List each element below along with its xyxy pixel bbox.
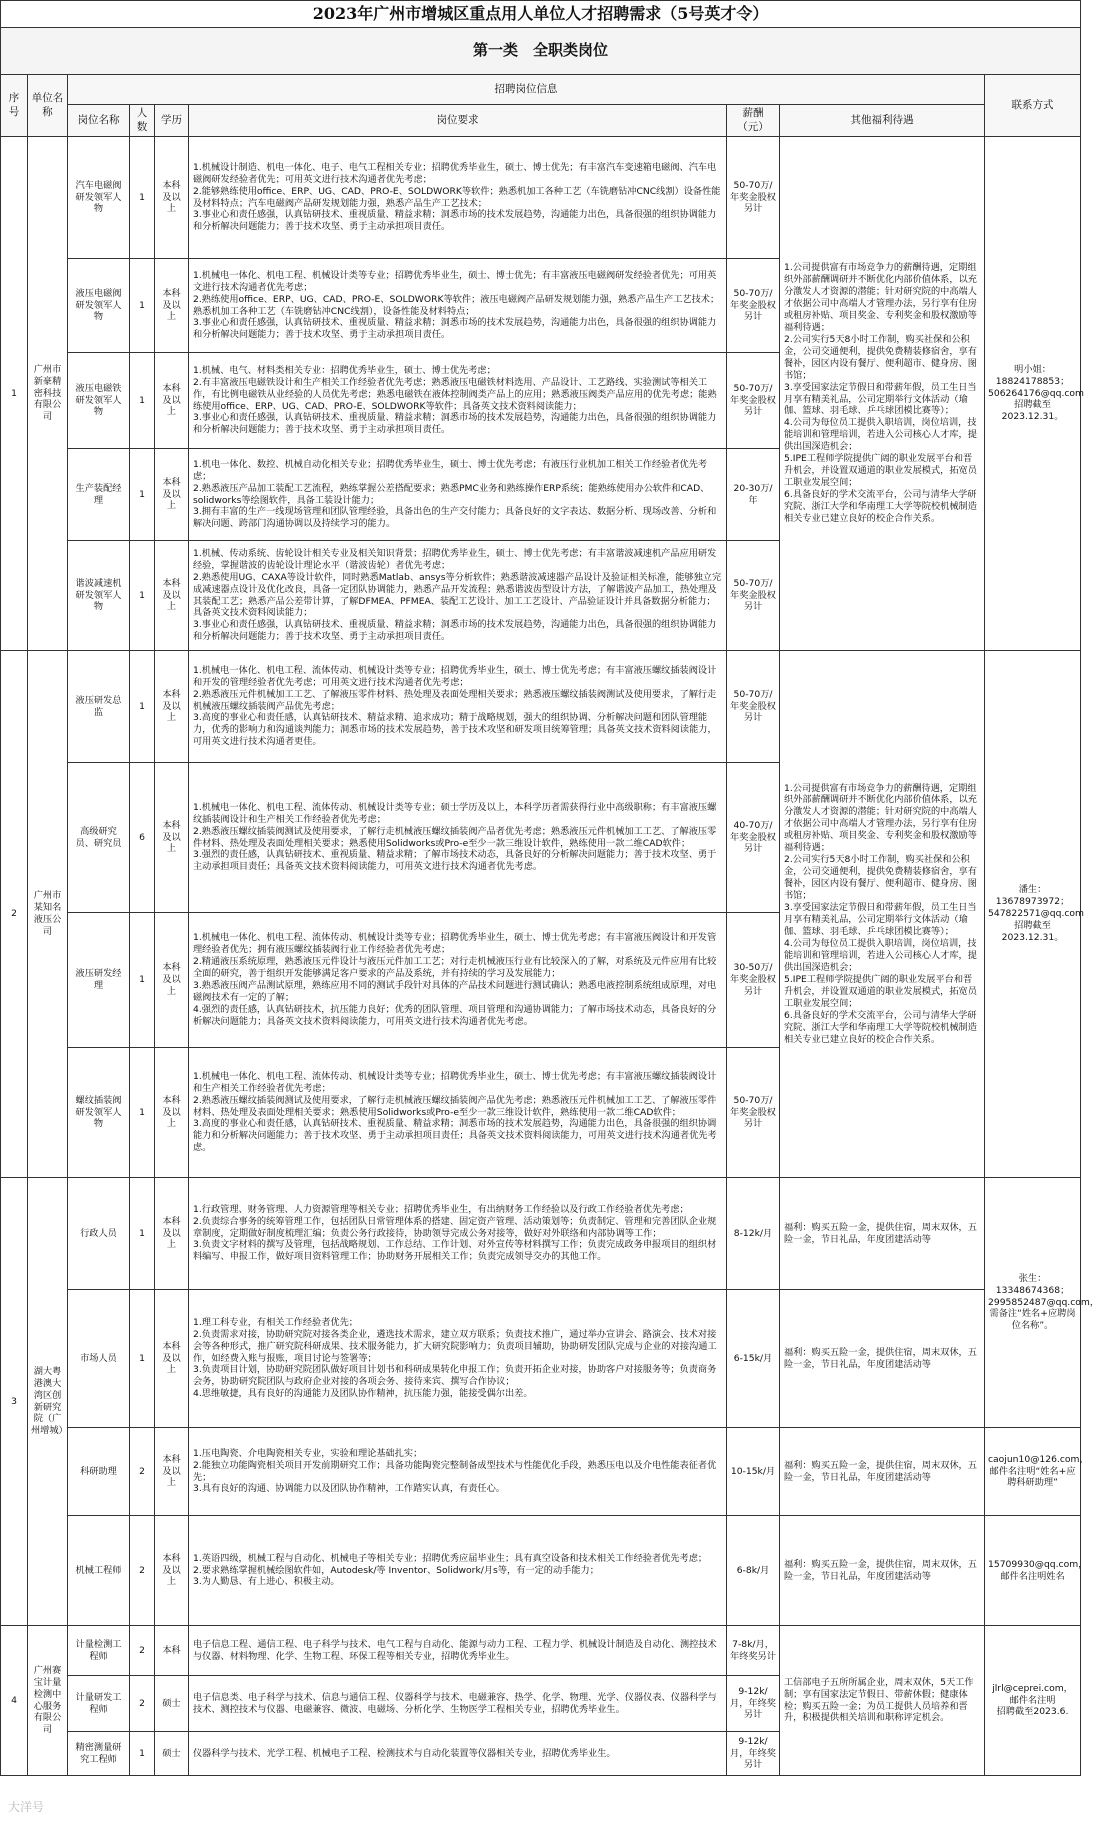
post-requirements: 1.机械电一体化、机电工程、流体传动、机械设计类等专业；硕士学历及以上，本科学历者需获得行业中高级职称；有丰富液压螺纹插装阀设计和生产相关工作经验者优先考虑； 2.熟悉液压螺纹插装阀测试及使用要求，了解行走机械液压螺纹插装阀产品者优先考虑；熟悉液压元件机械加工工艺、了解液压零件材料、热处理及表面处理相关要求；熟悉使用Solidworks或Pro-e至少一款三维设计软件，熟练使用一款二维CAD软件； 3.强烈的责任感，认真钻研技术、重视质量、精益求精；了解市场技术动态，具备良好的分析解决问题能力；善于技术攻坚、勇于主动承担项目责任；具备英文技术资料阅读能力，可用英文进行技术沟通者优先考虑。 bbox=[189, 763, 727, 913]
header-unit: 单位名称 bbox=[28, 75, 68, 137]
post-education: 本科及以上 bbox=[155, 353, 189, 449]
post-name: 科研助理 bbox=[68, 1428, 130, 1516]
post-name: 计量研发工程师 bbox=[68, 1676, 130, 1732]
post-education: 本科及以上 bbox=[155, 137, 189, 259]
contact-info: 张生： 13348674368； 2995852487@qq.com，需备注“姓名+应聘岗位名称”。 bbox=[985, 1178, 1081, 1428]
contact-info: 潘生： 13678973972； 547822571@qq.com 招聘截至 2023.12.31。 bbox=[985, 651, 1081, 1178]
post-count: 1 bbox=[130, 1178, 155, 1290]
header-post: 岗位名称 bbox=[68, 105, 130, 137]
page-title: 2023年广州市增城区重点用人单位人才招聘需求（5号英才令） bbox=[1, 1, 1081, 28]
table-row bbox=[1, 1290, 1081, 1428]
watermark-logo: 大洋号 bbox=[8, 1800, 45, 1814]
post-salary: 50-70万/年奖金股权另计 bbox=[727, 541, 780, 651]
welfare-text: 福利：购买五险一金，提供住宿，周末双休，五险一金，节日礼品，年度团建活动等 bbox=[780, 1516, 985, 1626]
post-count: 2 bbox=[130, 1676, 155, 1732]
post-salary: 20-30万/年 bbox=[727, 449, 780, 541]
welfare-text: 福利：购买五险一金，提供住宿，周末双休，五险一金，节日礼品，年度团建活动等 bbox=[780, 1290, 985, 1428]
header-req: 岗位要求 bbox=[189, 105, 727, 137]
post-count: 1 bbox=[130, 1732, 155, 1776]
post-salary: 50-70万/年奖金股权另计 bbox=[727, 259, 780, 353]
contact-info: 15709930@qq.com，邮件名注明姓名 bbox=[985, 1516, 1081, 1626]
post-salary: 6-8k/月 bbox=[727, 1516, 780, 1626]
post-education: 本科及以上 bbox=[155, 541, 189, 651]
post-requirements: 电子信息工程、通信工程、电子科学与技术、电气工程与自动化、能源与动力工程、工程力学、机械设计制造及自动化、测控技术与仪器、材料物理、化学、生物工程、环保工程等相关专业，招聘优秀毕业生。 bbox=[189, 1626, 727, 1676]
post-education: 本科及以上 bbox=[155, 1428, 189, 1516]
post-salary: 40-70万/年奖金股权另计 bbox=[727, 763, 780, 913]
post-name: 液压电磁阀研发领军人物 bbox=[68, 259, 130, 353]
post-salary: 50-70万/年奖金股权另计 bbox=[727, 137, 780, 259]
table-row bbox=[1, 1516, 1081, 1626]
post-name: 机械工程师 bbox=[68, 1516, 130, 1626]
table-row bbox=[1, 1178, 1081, 1290]
post-requirements: 1.机械电一体化、机电工程、机械设计类等专业；招聘优秀毕业生，硕士、博士优先；有丰富液压电磁阀研发经验者优先；可用英文进行技术沟通者优先考虑； 2.熟练使用office、ERP、UG、CAD、PRO-E、SOLDWORK等软件；液压电磁阀产品研发规划能力强，熟悉产品生产工艺技术；熟悉机加工各种工艺（车铣磨钻冲CNC线割），设备性能及材料特点； 3.事业心和责任感强，认真钻研技术、重视质量、精益求精；洞悉市场的技术发展趋势，沟通能力出色，具备很强的组织协调能力和分析解决问题能力；善于技术攻坚、勇于主动承担项目责任。 bbox=[189, 259, 727, 353]
post-salary: 8-12k/月 bbox=[727, 1178, 780, 1290]
header-info: 招聘岗位信息 bbox=[68, 75, 985, 105]
post-count: 2 bbox=[130, 1428, 155, 1516]
post-salary: 50-70万/年奖金股权另计 bbox=[727, 1048, 780, 1178]
table-row bbox=[1, 1626, 1081, 1676]
row-seq: 3 bbox=[1, 1178, 28, 1626]
post-name: 液压电磁铁研发领军人物 bbox=[68, 353, 130, 449]
header-edu: 学历 bbox=[155, 105, 189, 137]
post-requirements: 仪器科学与技术、光学工程、机械电子工程、检测技术与自动化装置等仪器相关专业，招聘优秀毕业生。 bbox=[189, 1732, 727, 1776]
post-education: 本科及以上 bbox=[155, 1178, 189, 1290]
header-contact: 联系方式 bbox=[985, 75, 1081, 137]
post-salary: 6-15k/月 bbox=[727, 1290, 780, 1428]
post-requirements: 1.机械、传动系统、齿轮设计相关专业及相关知识背景；招聘优秀毕业生，硕士、博士优先考虑；有丰富谐波减速机产品应用研发经验，掌握谐波的齿轮设计理论水平（谐波齿轮）者优先考虑； 2.熟悉使用UG、CAXA等设计软件，同时熟悉Matlab、ansys等分析软件；熟悉谐波减速器产品设计及验证相关标准，能够独立完成减速器点设计及优化改良，具备一定团队协调能力，熟悉产品开发流程；熟悉谐波齿型设计方法，了解谐波产品加工，热处理及其装配工艺；熟悉产品公差带计算，了解DFMEA、PFMEA、装配工艺设计、加工工艺设计、产品验证设计并具备数据分析能力；具备英文技术资料阅读能力； 3.事业心和责任感强，认真钻研技术、重视质量、精益求精；洞悉市场的技术发展趋势，沟通能力出色，具备很强的组织协调能力和分析解决问题能力；善于技术攻坚、勇于主动承担项目责任。 bbox=[189, 541, 727, 651]
contact-info: caojun10@126.com，邮件名注明“姓名+应聘科研助理” bbox=[985, 1428, 1081, 1516]
post-requirements: 1.理工科专业，有相关工作经验者优先； 2.负责需求对接，协助研究院对接各类企业，遴选技术需求，建立双方联系；负责技术推广，通过举办宣讲会、路演会、技术对接会等各种形式，推广研究院科研成果、技术服务能力，扩大研究院影响力；负责项目辅助，协助研发团队完成与企业的对接沟通工作，如经费入账与报账，项目讨论与签署等； 3.负责项目计划，协助研究院团队做好项目计划书和科研成果转化申报工作；负责开拓企业对接，协助客户对接服务等；负责商务会务，协助研究院团队与政府企业对接的各项会务、接待来宾、撰写合作协议； 4.思维敏捷，具有良好的沟通能力及团队协作精神，抗压能力强，能接受偶尔出差。 bbox=[189, 1290, 727, 1428]
header-salary: 薪酬（元） bbox=[727, 105, 780, 137]
post-name: 液压研发经理 bbox=[68, 913, 130, 1048]
row-seq: 1 bbox=[1, 137, 28, 651]
post-education: 硕士 bbox=[155, 1676, 189, 1732]
post-requirements: 1.机电一体化、数控、机械自动化相关专业；招聘优秀毕业生，硕士、博士优先考虑；有液压行业机加工相关工作经验者优先考虑； 2.熟悉液压产品加工装配工艺流程，熟练掌握公差搭配要求；熟悉PMC业务和熟练操作ERP系统；能熟练使用办公软件和CAD、solidworks等绘图软件，具备工装设计能力； 3.拥有丰富的生产一线现场管理和团队管理经验，具备出色的生产交付能力；具备良好的文字表达、数据分析、现场改善、分析和解决问题、跨部门沟通协调以及持续学习的能力。 bbox=[189, 449, 727, 541]
post-requirements: 1.机械、电气、材料类相关专业：招聘优秀毕业生，硕士、博士优先考虑； 2.有丰富液压电磁铁设计和生产相关工作经验者优先考虑；熟悉液压电磁铁材料选用、产品设计、工艺路线、实验测试等相关工作，有比例电磁铁从业经验的人员优先考虑；熟悉电磁铁在液体控制阀类产品上的应用；熟悉液压阀类产品应用的优先考虑；能熟练使用office、ERP、UG、CAD、PRO-E、SOLDWORK等软件；具备英文技术资料阅读能力； 3.事业心和责任感强，认真钻研技术、重视质量、精益求精；洞悉市场的技术发展趋势，沟通能力出色，具备很强的组织协调能力和分析解决问题能力；善于技术攻坚、勇于主动承担项目责任。 bbox=[189, 353, 727, 449]
table-row bbox=[1, 651, 1081, 763]
post-count: 1 bbox=[130, 1048, 155, 1178]
post-requirements: 1.压电陶瓷、介电陶瓷相关专业，实验和理论基础扎实； 2.能独立功能陶瓷相关项目开发前期研究工作；具备功能陶瓷完整制备成型技术与性能优化手段，熟悉压电以及介电性能表征者优先； 3.具有良好的沟通、协调能力以及团队协作精神，工作踏实认真，有责任心。 bbox=[189, 1428, 727, 1516]
post-count: 1 bbox=[130, 259, 155, 353]
post-education: 本科及以上 bbox=[155, 763, 189, 913]
table-row bbox=[1, 137, 1081, 259]
post-name: 计量检测工程师 bbox=[68, 1626, 130, 1676]
post-count: 1 bbox=[130, 1290, 155, 1428]
post-count: 1 bbox=[130, 913, 155, 1048]
contact-info: 明小姐： 18824178853； 506264176@qq.com 招聘截至 2023.12.31。 bbox=[985, 137, 1081, 651]
company-name: 广州赛宝计量检测中心服务有限公司 bbox=[28, 1626, 68, 1776]
post-name: 行政人员 bbox=[68, 1178, 130, 1290]
welfare-text: 1.公司提供富有市场竞争力的薪酬待遇，定期组织外部薪酬调研并不断优化内部价值体系，以充分激发人才资源的潜能；针对研究院的中高端人才依据公司中高端人才管理办法，另行享有住房或租房补贴、项目奖金、专利奖金和股权激励等福利待遇； 2.公司实行5天8小时工作制，购买社保和公积金，公司交通便利，提供免费精装修宿舍，享有餐补，园区内设有餐厅、便利超市、健身房、图书馆； 3.享受国家法定节假日和带薪年假，员工生日当月享有精美礼品，公司定期举行文体活动（瑜伽、篮球、羽毛球、乒乓球团模比赛等）； 4.公司为每位员工提供入职培训，岗位培训，技能培训和管理培训，若进入公司核心人才库，提供出国深造机会； 5.IPE工程师学院提供广阔的职业发展平台和晋升机会，并设置双通道的职业发展模式，拓宽员工职业发展空间； 6.具备良好的学术交流平台，公司与清华大学研究院、浙江大学和华南理工大学等院校机械制造相关专业已建立良好的校企合作关系。 bbox=[780, 137, 985, 651]
header-count: 人数 bbox=[130, 105, 155, 137]
post-education: 本科及以上 bbox=[155, 449, 189, 541]
welfare-text: 1.公司提供富有市场竞争力的薪酬待遇，定期组织外部薪酬调研并不断优化内部价值体系，以充分激发人才资源的潜能；针对研究院的中高端人才依据公司中高端人才管理办法，另行享有住房或租房补贴、项目奖金、专利奖金和股权激励等福利待遇； 2.公司实行5天8小时工作制，购买社保和公积金，公司交通便利，提供免费精装修宿舍，享有餐补，园区内设有餐厅、便利超市、健身房、图书馆； 3.享受国家法定节假日和带薪年假，员工生日当月享有精美礼品，公司定期举行文体活动（瑜伽、篮球、羽毛球、乒乓球团模比赛等）； 4.公司为每位员工提供入职培训，岗位培训，技能培训和管理培训，若进入公司核心人才库，提供出国深造机会； 5.IPE工程师学院提供广阔的职业发展平台和晋升机会，并设置双通道的职业发展模式，拓宽员工职业发展空间； 6.具备良好的学术交流平台，公司与清华大学研究院、浙江大学和华南理工大学等院校机械制造相关专业已建立良好的校企合作关系。 bbox=[780, 651, 985, 1178]
header-welfare: 其他福利待遇 bbox=[780, 105, 985, 137]
post-requirements: 1.行政管理、财务管理、人力资源管理等相关专业；招聘优秀毕业生，有出纳财务工作经验以及行政工作经验者优先考虑； 2.负责综合事务的统筹管理工作，包括团队日常管理体系的搭建、固定资产管理、活动策划等；负责制定、管理和完善团队企业规章制度，定期做好制度梳理汇编；负责公务行政接待，协助领导完成公务对接等，做好对外联络和内部协调等工作； 3.负责文字材料的撰写及管理，包括战略规划、工作总结、工作计划、对外宣传等材料撰写工作；负责完成政务申报项目的组织材料编写、申报工作，做好项目资料管理工作；协助财务开展相关工作；负责完成领导交办的其他工作。 bbox=[189, 1178, 727, 1290]
post-salary: 50-70万/年奖金股权另计 bbox=[727, 353, 780, 449]
post-name: 生产装配经理 bbox=[68, 449, 130, 541]
post-count: 1 bbox=[130, 137, 155, 259]
post-count: 1 bbox=[130, 651, 155, 763]
post-count: 6 bbox=[130, 763, 155, 913]
post-salary: 10-15k/月 bbox=[727, 1428, 780, 1516]
row-seq: 4 bbox=[1, 1626, 28, 1776]
table-row bbox=[1, 1428, 1081, 1516]
post-name: 螺纹插装阀研发领军人物 bbox=[68, 1048, 130, 1178]
post-education: 本科及以上 bbox=[155, 259, 189, 353]
post-count: 2 bbox=[130, 1516, 155, 1626]
post-requirements: 电子信息类、电子科学与技术、信息与通信工程、仪器科学与技术、电磁兼容、热学、化学、物理、光学、仪器仪表、仪器科学与技术、测控技术与仪器、电磁兼容、微波、电磁场、分析化学、生物医学工程相关专业，招聘优秀毕业生。 bbox=[189, 1676, 727, 1732]
welfare-text: 福利：购买五险一金，提供住宿，周末双休，五险一金，节日礼品，年度团建活动等 bbox=[780, 1178, 985, 1290]
post-education: 硕士 bbox=[155, 1732, 189, 1776]
post-requirements: 1.机械设计制造、机电一体化、电子、电气工程相关专业；招聘优秀毕业生，硕士、博士优先；有丰富汽车变速箱电磁阀、汽车电磁阀研发经验者优先；可用英文进行技术沟通者优先考虑； 2.能够熟练使用office、ERP、UG、CAD、PRO-E、SOLDWORK等软件；熟悉机加工各种工艺（车铣磨钻冲CNC线割）设备性能及材料特点；汽车电磁阀产品研发规划能力强，熟悉产品生产工艺技术； 3.事业心和责任感强，认真钻研技术、重视质量、精益求精；洞悉市场的技术发展趋势，沟通能力出色，具备很强的组织协调能力和分析解决问题能力；善于技术攻坚、勇于主动承担项目责任。 bbox=[189, 137, 727, 259]
contact-info: jlrl@ceprei.com，邮件名注明 招聘截至2023.6. bbox=[985, 1626, 1081, 1776]
post-requirements: 1.机械电一体化、机电工程、流体传动、机械设计类等专业；招聘优秀毕业生，硕士、博士优先考虑；有丰富液压阀设计和开发管理经验者优先；拥有液压螺纹插装阀行业工作经验者优先考虑； 2.精通液压系统原理，熟悉液压元件设计与液压元件加工工艺；对行走机械液压行业有比较深入的了解，对系统及元件应用有比较全面的研究，善于组织开发能够满足客户要求的产品及系统，并有持续的学习及发展能力； 3.熟悉液压阀产品测试原理，熟练应用不同的测试手段针对具体的产品技术问题进行测试确认；熟悉电液控制系统组成原理，对电磁阀技术有一定的了解； 4.强烈的责任感，认真钻研技术，抗压能力良好；优秀的团队管理、项目管理和沟通协调能力；了解市场技术动态，具备良好的分析解决问题能力；具备英文技术资料阅读能力，可用英文进行技术沟通者优先考虑。 bbox=[189, 913, 727, 1048]
welfare-text: 福利：购买五险一金，提供住宿，周末双休，五险一金，节日礼品，年度团建活动等 bbox=[780, 1428, 985, 1516]
post-count: 1 bbox=[130, 353, 155, 449]
post-name: 汽车电磁阀研发领军人物 bbox=[68, 137, 130, 259]
post-name: 精密测量研究工程师 bbox=[68, 1732, 130, 1776]
post-salary: 30-50万/年奖金股权另计 bbox=[727, 913, 780, 1048]
post-requirements: 1.机械电一体化、机电工程、流体传动、机械设计类等专业；招聘优秀毕业生，硕士、博士优先考虑；有丰富液压螺纹插装阀设计和生产相关工作经验者优先考虑； 2.熟悉液压螺纹插装阀测试及使用要求，了解行走机械液压螺纹插装阀产品优先考虑；熟悉液压元件机械加工工艺、了解液压零件材料、热处理及表面处理相关要求；熟悉使用Solidworks或Pro-e至少一款三维设计软件，熟练使用一款二维CAD软件； 3.高度的事业心和责任感，认真钻研技术、重视质量、精益求精；洞悉市场的技术发展趋势，沟通能力出色，具备很强的组织协调能力和分析解决问题能力；善于技术攻坚、勇于主动承担项目责任；具备英文技术资料阅读能力，可用英文进行技术沟通者优先考虑。 bbox=[189, 1048, 727, 1178]
company-name: 湖大粤港澳大湾区创新研究院（广州增城） bbox=[28, 1178, 68, 1626]
category-heading: 第一类 全职类岗位 bbox=[1, 28, 1081, 75]
post-count: 1 bbox=[130, 449, 155, 541]
post-education: 本科及以上 bbox=[155, 651, 189, 763]
post-requirements: 1.英语四级，机械工程与自动化、机械电子等相关专业；招聘优秀应届毕业生；具有真空设备和技术相关工作经验者优先考虑； 2.要求熟练掌握机械绘图软件如，Autodesk/等 Inventor、Solidwork/月s等，有一定的动手能力； 3.为人勤恳、有上进心、积极主动。 bbox=[189, 1516, 727, 1626]
post-education: 本科及以上 bbox=[155, 1048, 189, 1178]
company-name: 广州市某知名液压公司 bbox=[28, 651, 68, 1178]
post-salary: 50-70万/年奖金股权另计 bbox=[727, 651, 780, 763]
welfare-text: 工信部电子五所所属企业，周末双休，5天工作制；享有国家法定节假日、带薪休假；健康体检；购买五险一金；为员工提供人员培养和晋升，积极提供相关培训和职称评定机会。 bbox=[780, 1626, 985, 1776]
post-requirements: 1.机械电一体化、机电工程、流体传动、机械设计类等专业；招聘优秀毕业生，硕士、博士优先考虑；有丰富液压螺纹插装阀设计和开发的管理经验者优先考虑；可用英文进行技术沟通者优先考虑； 2.熟悉液压元件机械加工工艺、了解液压零件材料、热处理及表面处理相关要求；熟悉液压螺纹插装阀测试及使用要求，了解行走机械液压螺纹插装阀产品优先考虑； 3.高度的事业心和责任感，认真钻研技术、精益求精、追求成功；精于战略规划，强大的组织协调、分析解决问题和团队管理能力，优秀的影响力和沟通谈判能力；洞悉市场的技术发展趋势，善于技术攻坚和研发项目统筹管理；具备英文技术资料阅读能力，可用英文进行技术沟通者更佳。 bbox=[189, 651, 727, 763]
post-count: 1 bbox=[130, 541, 155, 651]
header-seq: 序号 bbox=[1, 75, 28, 137]
post-salary: 7-8k/月，年终奖另计 bbox=[727, 1626, 780, 1676]
post-name: 市场人员 bbox=[68, 1290, 130, 1428]
row-seq: 2 bbox=[1, 651, 28, 1178]
post-education: 本科及以上 bbox=[155, 1290, 189, 1428]
post-education: 本科 bbox=[155, 1626, 189, 1676]
post-salary: 9-12k/月，年终奖另计 bbox=[727, 1732, 780, 1776]
post-name: 高级研究员、研究员 bbox=[68, 763, 130, 913]
post-name: 液压研发总监 bbox=[68, 651, 130, 763]
post-count: 2 bbox=[130, 1626, 155, 1676]
post-education: 本科及以上 bbox=[155, 913, 189, 1048]
post-name: 谐波减速机研发领军人物 bbox=[68, 541, 130, 651]
post-salary: 9-12k/月，年终奖另计 bbox=[727, 1676, 780, 1732]
post-education: 本科及以上 bbox=[155, 1516, 189, 1626]
company-name: 广州市新豪精密科技有限公司 bbox=[28, 137, 68, 651]
